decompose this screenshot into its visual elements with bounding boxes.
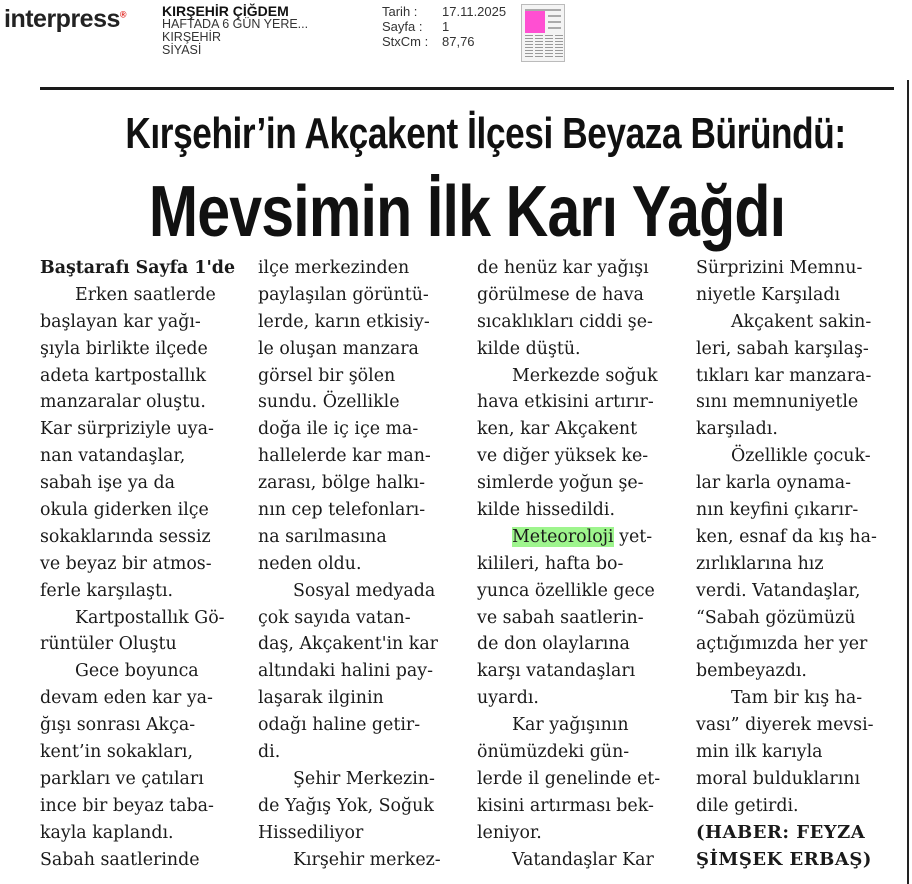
article-line: [40, 255, 245, 282]
article-headline: Mevsimin İlk Karı Yağdı: [148, 172, 786, 252]
line-text: ken, esnaf da kış ha-: [696, 526, 877, 547]
line-text: dile getirdi.: [696, 795, 799, 816]
page-thumbnail[interactable]: [521, 4, 565, 62]
line-text: Vatandaşlar Kar: [512, 849, 654, 870]
line-text: sokaklarında sessiz: [40, 526, 211, 547]
line-text: “Sabah gözümüzü: [696, 607, 856, 628]
article-line: [477, 712, 682, 739]
article-line: [258, 712, 463, 739]
line-text: moral bulduklarını: [696, 768, 861, 789]
line-text: karşı vatandaşları: [477, 661, 636, 682]
line-text: Merkezde soğuk: [512, 365, 658, 386]
line-text: parkları ve çatıları: [40, 768, 204, 789]
line-text: bembeyazdı.: [696, 661, 807, 682]
line-text: uyardı.: [477, 688, 539, 709]
article-line: [477, 389, 682, 416]
article-line: [477, 739, 682, 766]
article-column-3: [477, 255, 682, 873]
article-line: [258, 255, 463, 282]
article-line: [258, 389, 463, 416]
thumbnail-column: [535, 35, 543, 57]
article-column-2: [258, 255, 463, 873]
article-line: [40, 578, 245, 605]
article-line: [696, 443, 901, 470]
line-text: nın cep telefonları-: [258, 500, 426, 521]
article-line: [477, 524, 682, 551]
article-line: [40, 685, 245, 712]
publication-city: KIRŞEHİR: [162, 30, 222, 44]
article-line: [477, 605, 682, 632]
article-line: [696, 793, 901, 820]
byline-line: [696, 847, 901, 874]
line-text: lar karla oynama-: [696, 473, 852, 494]
article-line: [40, 631, 245, 658]
article-line: [696, 551, 901, 578]
article-line: [477, 631, 682, 658]
line-text: çok sayıda vatan-: [258, 607, 411, 628]
article-line: [40, 282, 245, 309]
line-text: önümüzdeki gün-: [477, 742, 630, 763]
thumbnail-column: [555, 35, 563, 57]
article-line: [258, 766, 463, 793]
article-line: [40, 443, 245, 470]
line-text: Gece boyunca: [75, 661, 199, 682]
line-text: lerde il genelinde et-: [477, 768, 661, 789]
article-line: [40, 363, 245, 390]
line-text: sını memnuniyetle: [696, 392, 859, 413]
line-text: laşarak ilginin: [258, 688, 384, 709]
line-text: de Yağış Yok, Soğuk: [258, 795, 434, 816]
line-text: ve diğer yüksek ke-: [477, 446, 649, 467]
line-text: ŞİMŞEK ERBAŞ): [696, 848, 872, 870]
line-text: Baştarafı Sayfa 1'de: [40, 258, 236, 278]
article-line: [258, 363, 463, 390]
line-text: sıcaklıkları ciddi şe-: [477, 311, 653, 332]
article-line: [477, 282, 682, 309]
article-line: [696, 524, 901, 551]
article-line: [477, 470, 682, 497]
article-line: [40, 766, 245, 793]
article-line: [40, 793, 245, 820]
article-line: [40, 847, 245, 874]
line-text: Hissediliyor: [258, 822, 364, 843]
line-text: Kar sürpriziyle uya-: [40, 419, 214, 440]
article-line: [40, 551, 245, 578]
article-line: [477, 685, 682, 712]
article-line: [258, 551, 463, 578]
article-line: [40, 497, 245, 524]
line-text: hava etkisini artırır-: [477, 392, 654, 413]
line-text: ve beyaz bir atmos-: [40, 553, 212, 574]
line-text: odağı haline getir-: [258, 715, 421, 736]
article-line: [477, 847, 682, 874]
line-text: Şehir Merkezin-: [293, 768, 435, 789]
line-text: neden oldu.: [258, 553, 362, 574]
article-line: [696, 336, 901, 363]
line-text: de don olaylarına: [477, 634, 630, 655]
article-line: [696, 255, 901, 282]
article-line: [258, 497, 463, 524]
thumbnail-line: [525, 9, 561, 11]
line-text: (HABER: FEYZA: [696, 821, 866, 843]
meta-page: Sayfa : 1: [382, 19, 450, 34]
article-line: [40, 712, 245, 739]
article-line: [696, 389, 901, 416]
line-text: nan vatandaşlar,: [40, 446, 186, 467]
line-text: doğa ile iç içe ma-: [258, 419, 419, 440]
line-text: leri, sabah karşılaş-: [696, 338, 869, 359]
line-text: kisini artırması bek-: [477, 795, 654, 816]
line-text: rüntüler Oluştu: [40, 634, 177, 655]
article-line: [696, 363, 901, 390]
line-text: manzaralar oluştu.: [40, 392, 206, 413]
article-line: [696, 766, 901, 793]
meta-stxcm: StxCm : 87,76: [382, 34, 475, 49]
article-line: [477, 497, 682, 524]
line-text: Erken saatlerde: [75, 284, 216, 305]
interpress-logo: interpress®: [4, 5, 127, 33]
article-line: [258, 658, 463, 685]
article-line: [40, 416, 245, 443]
line-text: Sosyal medyada: [293, 580, 436, 601]
line-text: açtığımızda her yer: [696, 634, 868, 655]
article-line: [696, 497, 901, 524]
line-text: Özellikle çocuk-: [731, 446, 871, 467]
article-line: [258, 416, 463, 443]
line-text: görsel bir şölen: [258, 365, 396, 386]
line-text: kilileri, hafta bo-: [477, 553, 624, 574]
line-text: Sürprizini Memnu-: [696, 258, 863, 278]
article-line: [258, 578, 463, 605]
line-text: verdi. Vatandaşlar,: [696, 580, 861, 601]
line-text: şıyla birlikte ilçede: [40, 338, 208, 359]
line-text: kilde hissedildi.: [477, 500, 615, 521]
line-text: leniyor.: [477, 822, 542, 843]
line-text: devam eden kar ya-: [40, 688, 213, 709]
article-line: [696, 685, 901, 712]
thumbnail-column: [545, 35, 553, 57]
line-text: hallelerde kar man-: [258, 446, 431, 467]
article-line: [477, 416, 682, 443]
article-line: [258, 336, 463, 363]
article-spot: Kırşehir’in Akçakent İlçesi Beyaza Büründü:: [125, 109, 846, 158]
line-text: nın keyfini çıkarır-: [696, 500, 859, 521]
article-line: [696, 739, 901, 766]
clip-border: [907, 80, 909, 884]
line-text: ferle karşılaştı.: [40, 580, 174, 601]
article-line: [258, 820, 463, 847]
article-line: [696, 712, 901, 739]
line-text: yunca özellikle gece: [477, 580, 655, 601]
article-line: [477, 309, 682, 336]
article-line: [258, 631, 463, 658]
publication-name: KIRŞEHİR ÇİĞDEM: [162, 3, 289, 19]
thumbnail-line: [548, 15, 561, 17]
headline-rule: [40, 87, 894, 90]
line-text: tıkları kar manzara-: [696, 365, 872, 386]
line-text: ilçe merkezinden: [258, 258, 410, 278]
article-line: [258, 309, 463, 336]
line-text: Kırşehir merkez-: [293, 849, 441, 870]
byline-line: [696, 820, 901, 847]
line-text: zırlıklarına hız: [696, 553, 824, 574]
line-text: min ilk karıyla: [696, 742, 823, 763]
thumbnail-line: [548, 27, 561, 29]
article-line: [477, 363, 682, 390]
line-text: paylaşılan görüntü-: [258, 284, 429, 305]
highlighted-keyword: Meteoroloji: [512, 526, 614, 547]
line-text: ve sabah saatlerin-: [477, 607, 644, 628]
article-line: [40, 336, 245, 363]
article-line: [258, 847, 463, 874]
article-line: [258, 605, 463, 632]
article-column-1: [40, 255, 245, 873]
publication-info: [162, 5, 308, 57]
line-text: Sabah saatlerinde: [40, 849, 200, 870]
line-text: ince bir beyaz taba-: [40, 795, 214, 816]
thumbnail-line: [548, 21, 561, 23]
line-text: ğışı sonrası Akça-: [40, 715, 196, 736]
article-line: [258, 470, 463, 497]
article-line: [258, 443, 463, 470]
line-text: karşıladı.: [696, 419, 778, 440]
article-line: [477, 578, 682, 605]
line-text: sabah işe ya da: [40, 473, 176, 494]
line-text: ken, kar Akçakent: [477, 419, 638, 440]
article-line: [696, 631, 901, 658]
article-line: [696, 578, 901, 605]
article-line: [40, 389, 245, 416]
thumbnail-highlight: [525, 11, 545, 33]
article-line: [477, 766, 682, 793]
line-text: lerde, karın etkisiy-: [258, 311, 430, 332]
line-text: yet-: [613, 526, 653, 547]
article-line: [477, 255, 682, 282]
article-line: [477, 820, 682, 847]
line-text: Tam bir kış ha-: [731, 688, 863, 709]
publication-frequency: HAFTADA 6 GÜN YERE...: [162, 17, 309, 31]
line-text: vası” diyerek mevsi-: [696, 715, 874, 736]
article-line: [477, 658, 682, 685]
article-line: [40, 820, 245, 847]
article-line: [696, 309, 901, 336]
article-line: [696, 470, 901, 497]
line-text: sundu. Özellikle: [258, 392, 400, 413]
article-line: [696, 416, 901, 443]
line-text: de henüz kar yağışı: [477, 258, 649, 278]
article-line: [40, 658, 245, 685]
meta-date: Tarih : 17.11.2025: [382, 4, 507, 19]
article-line: [477, 551, 682, 578]
article-line: [477, 443, 682, 470]
article-column-4: [696, 255, 901, 873]
line-text: Kar yağışının: [512, 715, 629, 736]
article-line: [696, 282, 901, 309]
line-text: kent’in sokakları,: [40, 742, 194, 763]
line-text: simlerde yoğun şe-: [477, 473, 644, 494]
article-line: [258, 282, 463, 309]
article-line: [40, 605, 245, 632]
line-text: okula giderken ilçe: [40, 500, 209, 521]
line-text: Akçakent sakin-: [731, 311, 872, 332]
article-line: [477, 793, 682, 820]
article-line: [477, 336, 682, 363]
article-line: [258, 685, 463, 712]
article-line: [40, 309, 245, 336]
line-text: görülmese de hava: [477, 284, 644, 305]
line-text: daş, Akçakent'in kar: [258, 634, 438, 655]
publication-category: SİYASİ: [162, 43, 202, 57]
line-text: kayla kaplandı.: [40, 822, 174, 843]
article-line: [696, 605, 901, 632]
line-text: kilde düştü.: [477, 338, 581, 359]
article-line: [258, 739, 463, 766]
line-text: di.: [258, 742, 281, 763]
article-line: [40, 739, 245, 766]
article-line: [258, 524, 463, 551]
line-text: başlayan kar yağı-: [40, 311, 201, 332]
line-text: na sarılmasına: [258, 526, 387, 547]
line-text: niyetle Karşıladı: [696, 284, 841, 305]
line-text: Kartpostallık Gö-: [75, 607, 225, 628]
line-text: altındaki halini pay-: [258, 661, 433, 682]
article-line: [258, 793, 463, 820]
line-text: zarası, bölge halkı-: [258, 473, 425, 494]
clip-meta: [382, 4, 506, 49]
thumbnail-column: [525, 35, 533, 57]
article-line: [40, 470, 245, 497]
article-line: [40, 524, 245, 551]
line-text: le oluşan manzara: [258, 338, 419, 359]
article-line: [696, 658, 901, 685]
line-text: adeta kartpostallık: [40, 365, 206, 386]
